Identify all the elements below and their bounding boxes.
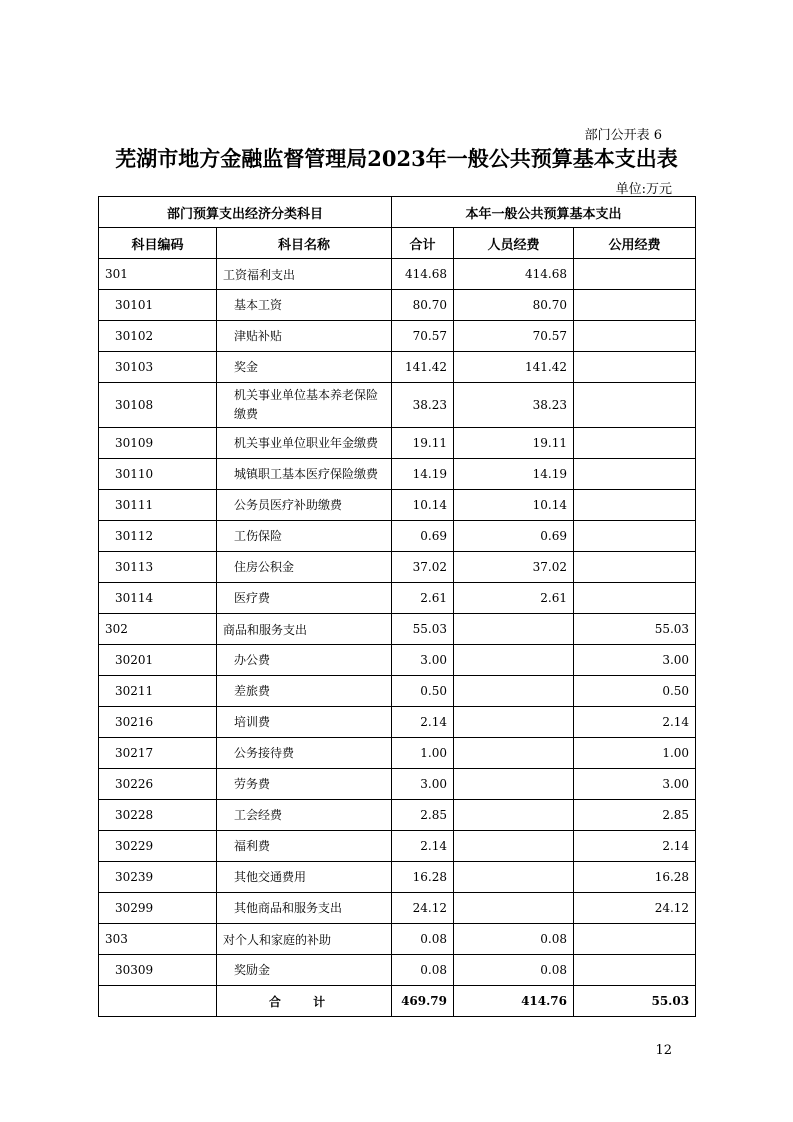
- cell-name: 公务员医疗补助缴费: [217, 490, 392, 521]
- cell-public: [574, 552, 696, 583]
- cell-total: 55.03: [392, 614, 454, 645]
- cell-total: 3.00: [392, 645, 454, 676]
- cell-total: 2.85: [392, 800, 454, 831]
- cell-code: 30108: [99, 383, 217, 428]
- cell-personnel: 414.68: [454, 259, 574, 290]
- total-row: [99, 986, 696, 1017]
- cell-public: 3.00: [574, 645, 696, 676]
- cell-name: 公务接待费: [217, 738, 392, 769]
- table-row: [99, 459, 696, 490]
- cell-personnel: 10.14: [454, 490, 574, 521]
- group-header-expenditure: 本年一般公共预算基本支出: [392, 197, 696, 228]
- table-tag: 部门公开表 6: [584, 128, 662, 143]
- cell-personnel: 0.08: [454, 924, 574, 955]
- table-row: [99, 352, 696, 383]
- cell-total: 0.50: [392, 676, 454, 707]
- cell-total: 38.23: [392, 383, 454, 428]
- table-row: [99, 428, 696, 459]
- cell-personnel: 70.57: [454, 321, 574, 352]
- cell-public: [574, 521, 696, 552]
- cell-code: 30201: [99, 645, 217, 676]
- cell-name: 机关事业单位职业年金缴费: [217, 428, 392, 459]
- cell-name: 工会经费: [217, 800, 392, 831]
- cell-name: 奖励金: [217, 955, 392, 986]
- cell-public: 3.00: [574, 769, 696, 800]
- column-header-code: 科目编码: [99, 228, 217, 259]
- cell-public: [574, 955, 696, 986]
- cell-total: 1.00: [392, 738, 454, 769]
- cell-personnel: [454, 831, 574, 862]
- cell-name: 其他商品和服务支出: [217, 893, 392, 924]
- cell-code: 30229: [99, 831, 217, 862]
- cell-total: 414.68: [392, 259, 454, 290]
- cell-public: 2.85: [574, 800, 696, 831]
- cell-name: 住房公积金: [217, 552, 392, 583]
- cell-name: 工资福利支出: [217, 259, 392, 290]
- table-row: [99, 321, 696, 352]
- table-row: [99, 676, 696, 707]
- table-row: [99, 800, 696, 831]
- table-row: [99, 738, 696, 769]
- cell-name: 基本工资: [217, 290, 392, 321]
- cell-code: 30299: [99, 893, 217, 924]
- table-row: [99, 831, 696, 862]
- cell-code: 30102: [99, 321, 217, 352]
- column-header-name: 科目名称: [217, 228, 392, 259]
- cell-code: 30112: [99, 521, 217, 552]
- cell-code: 30111: [99, 490, 217, 521]
- cell-personnel: 38.23: [454, 383, 574, 428]
- page-title: 芜湖市地方金融监督管理局2023年一般公共预算基本支出表: [115, 146, 678, 171]
- cell-code: 30228: [99, 800, 217, 831]
- cell-total: 141.42: [392, 352, 454, 383]
- table-row: [99, 924, 696, 955]
- table-row: [99, 645, 696, 676]
- cell-public: [574, 428, 696, 459]
- cell-code: 30109: [99, 428, 217, 459]
- cell-name: 差旅费: [217, 676, 392, 707]
- cell-code: 30114: [99, 583, 217, 614]
- cell-total: 10.14: [392, 490, 454, 521]
- cell-total: 0.69: [392, 521, 454, 552]
- cell-name: 劳务费: [217, 769, 392, 800]
- total-cell-empty: [99, 986, 217, 1017]
- cell-name: 对个人和家庭的补助: [217, 924, 392, 955]
- cell-code: 30110: [99, 459, 217, 490]
- budget-table: [98, 196, 696, 1017]
- cell-personnel: 2.61: [454, 583, 574, 614]
- cell-name: 机关事业单位基本养老保险缴费: [217, 383, 392, 428]
- cell-code: 30216: [99, 707, 217, 738]
- table-row: [99, 259, 696, 290]
- column-header-total: 合计: [392, 228, 454, 259]
- group-header-classification: 部门预算支出经济分类科目: [99, 197, 392, 228]
- table-row: [99, 290, 696, 321]
- cell-name: 商品和服务支出: [217, 614, 392, 645]
- cell-code: 301: [99, 259, 217, 290]
- table-row: [99, 955, 696, 986]
- table-row: [99, 521, 696, 552]
- cell-personnel: 19.11: [454, 428, 574, 459]
- cell-total: 2.14: [392, 831, 454, 862]
- cell-personnel: 14.19: [454, 459, 574, 490]
- cell-personnel: [454, 707, 574, 738]
- cell-personnel: 37.02: [454, 552, 574, 583]
- total-sum: 469.79: [392, 986, 454, 1017]
- cell-total: 0.08: [392, 924, 454, 955]
- cell-personnel: [454, 614, 574, 645]
- table-row: [99, 383, 696, 428]
- cell-personnel: [454, 769, 574, 800]
- cell-total: 2.14: [392, 707, 454, 738]
- cell-public: [574, 924, 696, 955]
- cell-personnel: [454, 738, 574, 769]
- cell-personnel: [454, 645, 574, 676]
- unit-label: 单位:万元: [615, 182, 672, 197]
- total-personnel: 414.76: [454, 986, 574, 1017]
- group-header-row: [99, 197, 696, 228]
- cell-total: 19.11: [392, 428, 454, 459]
- cell-public: 2.14: [574, 707, 696, 738]
- total-label: 合 计: [217, 986, 392, 1017]
- cell-code: 30113: [99, 552, 217, 583]
- cell-public: [574, 290, 696, 321]
- cell-code: 30239: [99, 862, 217, 893]
- table-row: [99, 583, 696, 614]
- cell-total: 2.61: [392, 583, 454, 614]
- total-public: 55.03: [574, 986, 696, 1017]
- cell-name: 医疗费: [217, 583, 392, 614]
- cell-public: [574, 459, 696, 490]
- cell-total: 16.28: [392, 862, 454, 893]
- cell-name: 城镇职工基本医疗保险缴费: [217, 459, 392, 490]
- cell-total: 70.57: [392, 321, 454, 352]
- cell-personnel: [454, 862, 574, 893]
- cell-public: [574, 490, 696, 521]
- cell-public: 16.28: [574, 862, 696, 893]
- cell-code: 30101: [99, 290, 217, 321]
- cell-code: 30309: [99, 955, 217, 986]
- cell-code: 30226: [99, 769, 217, 800]
- column-header-public: 公用经费: [574, 228, 696, 259]
- table-row: [99, 893, 696, 924]
- table-row: [99, 862, 696, 893]
- cell-name: 福利费: [217, 831, 392, 862]
- table-row: [99, 707, 696, 738]
- cell-public: 24.12: [574, 893, 696, 924]
- cell-code: 303: [99, 924, 217, 955]
- cell-name: 奖金: [217, 352, 392, 383]
- cell-public: 2.14: [574, 831, 696, 862]
- table-row: [99, 614, 696, 645]
- cell-personnel: [454, 676, 574, 707]
- cell-total: 14.19: [392, 459, 454, 490]
- cell-name: 办公费: [217, 645, 392, 676]
- cell-public: [574, 321, 696, 352]
- column-header-row: [99, 228, 696, 259]
- cell-total: 37.02: [392, 552, 454, 583]
- cell-personnel: 141.42: [454, 352, 574, 383]
- table-row: [99, 490, 696, 521]
- cell-code: 302: [99, 614, 217, 645]
- cell-public: [574, 352, 696, 383]
- cell-personnel: 0.69: [454, 521, 574, 552]
- table-row: [99, 769, 696, 800]
- cell-total: 0.08: [392, 955, 454, 986]
- cell-name: 工伤保险: [217, 521, 392, 552]
- cell-total: 80.70: [392, 290, 454, 321]
- cell-name: 津贴补贴: [217, 321, 392, 352]
- cell-name: 其他交通费用: [217, 862, 392, 893]
- cell-personnel: [454, 893, 574, 924]
- cell-personnel: 0.08: [454, 955, 574, 986]
- cell-public: 1.00: [574, 738, 696, 769]
- cell-public: [574, 583, 696, 614]
- cell-public: [574, 259, 696, 290]
- cell-personnel: 80.70: [454, 290, 574, 321]
- column-header-personnel: 人员经费: [454, 228, 574, 259]
- cell-total: 24.12: [392, 893, 454, 924]
- cell-code: 30217: [99, 738, 217, 769]
- cell-code: 30103: [99, 352, 217, 383]
- page-number: 12: [655, 1043, 672, 1058]
- cell-code: 30211: [99, 676, 217, 707]
- table-row: [99, 552, 696, 583]
- cell-public: 55.03: [574, 614, 696, 645]
- cell-personnel: [454, 800, 574, 831]
- cell-public: 0.50: [574, 676, 696, 707]
- cell-public: [574, 383, 696, 428]
- cell-name: 培训费: [217, 707, 392, 738]
- cell-total: 3.00: [392, 769, 454, 800]
